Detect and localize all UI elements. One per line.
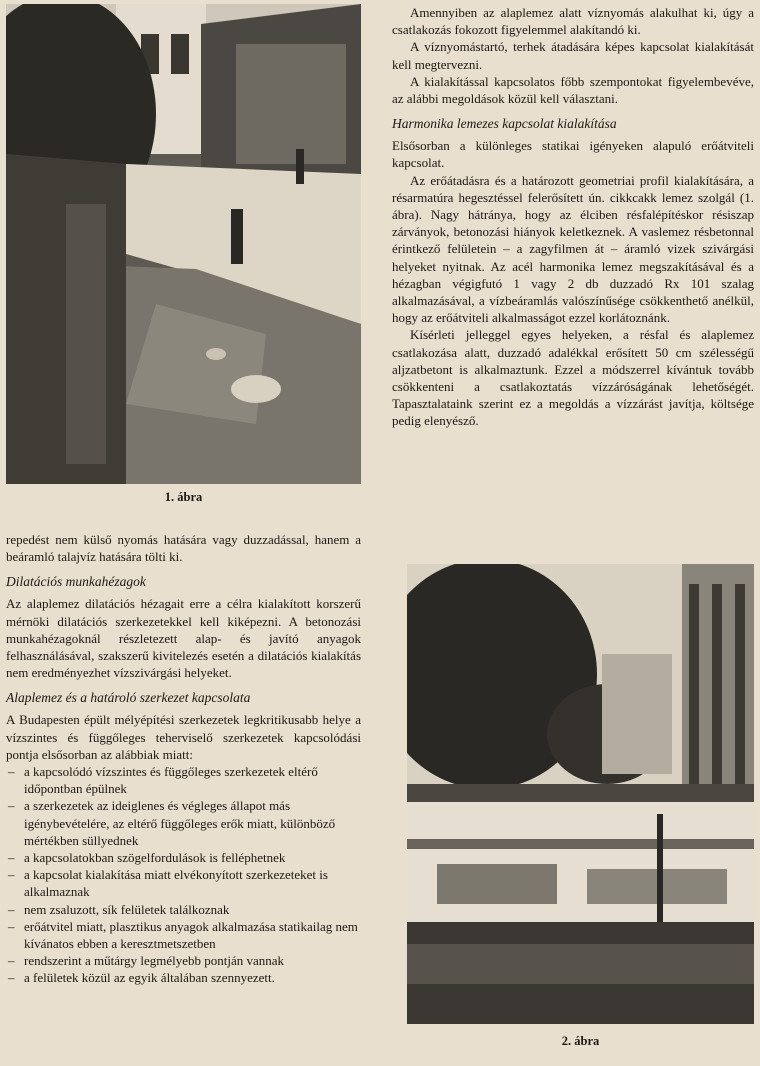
foundation-wall-photo [407, 564, 754, 1024]
section-heading: Harmonika lemezes kapcsolat kialakítása [392, 116, 617, 132]
paragraph: Elsősorban a különleges statikai igényeken alapuló erőátviteli kapcsolat. [392, 138, 754, 171]
construction-site-photo [6, 4, 361, 484]
paragraph: A Budapesten épült mélyépítési szerkezetek legkritikusabb helye a vízszintes és függőleges teherviselő szerkezetek kapcsolódási pontja elsősorban az alábbiak miatt: [6, 712, 361, 762]
left-column [6, 4, 361, 987]
list-item: – erőátvitel miatt, plasztikus anyagok alkalmazása statikailag nem kívánatos ebben a keresztmetszetben [6, 918, 361, 952]
section-heading: Alaplemez és a határoló szerkezet kapcsolata [6, 690, 251, 706]
right-column [392, 4, 754, 1048]
list-item: – a kapcsolódó vízszintes és függőleges szerkezetek eltérő időpontban épülnek [6, 763, 361, 797]
list-item: – nem zsaluzott, sík felületek találkoznak [6, 901, 361, 918]
paragraph: A víznyomástartó, terhek átadására képes kapcsolat kialakítását kell megtervezni. [392, 39, 754, 72]
list-item: – a kapcsolat kialakítása miatt elvékonyított szerkezeteket is alkalmaznak [6, 866, 361, 900]
paragraph: Kísérleti jelleggel egyes helyeken, a résfal és alaplemez csatlakozása alatt, duzzadó adalékkal erősített 50 cm szélességű aljzatbetont is alkalmaztunk. Ezzel a módszerrel kívántuk tovább csökkenteni a csatlakoztatás vízzáróságának lehetőségét. Tapasztalataink szerint ez a megoldás a vízzárást javítja, költsége pedig elenyésző. [392, 327, 754, 429]
figure-2-caption: 2. ábra [561, 1034, 600, 1048]
paragraph: A kialakítással kapcsolatos főbb szempontokat figyelembevéve, az alábbi megoldások közül kell választani. [392, 73, 754, 107]
bullet-list [6, 763, 361, 987]
list-item: – a felületek közül az egyik általában szennyezett. [6, 969, 361, 986]
paragraph: repedést nem külső nyomás hatására vagy duzzadással, hanem a beáramló talajvíz hatására tölti ki. [6, 532, 361, 565]
figure-1-photo [6, 4, 361, 484]
section-heading: Dilatációs munkahézagok [6, 574, 146, 590]
figure-1-caption: 1. ábra [164, 490, 203, 504]
paragraph: Az alaplemez dilatációs hézagait erre a célra kialakított korszerű mérnöki dilatációs szerkezetekkel kell kiképezni. A betonozási munkahézagoknál részletezett alap- és javító anyagok felhasználásával, szakszerű kivitelezés esetén a dilatációs kialakítás nem eredményezhet vízszivárgási helyeket. [6, 596, 361, 681]
list-item: – a kapcsolatokban szögelfordulások is felléphetnek [6, 849, 361, 866]
paragraph: Amennyiben az alaplemez alatt víznyomás alakulhat ki, úgy a csatlakozás fokozott figyelemmel alakítandó ki. [392, 5, 754, 38]
list-item: – rendszerint a műtárgy legmélyebb pontján vannak [6, 952, 361, 969]
figure-2-photo [407, 564, 754, 1024]
list-item: – a szerkezetek az ideiglenes és végleges állapot más igénybevételére, az eltérő függőleges erők miatt, különböző mértékben süllyednek [6, 797, 361, 849]
paragraph: Az erőátadásra és a határozott geometriai profil kialakítására, a résarmatúra hegesztéssel felerősített ún. cikkcakk lemez szolgál (1. ábra). Nagy hátránya, hogy az élciben résfalépítéskor résiszap zárványok, betonozási hiányok keletkeznek. A vaslemez résbetonnal érintkező felületein – a zagyfilmen át – áramló vizek szivárgási helyeket nyitnak. Az acél harmonika lemez megszakításával és a hézagban végigfutó 1 vagy 2 db duzzadó Rx 101 szalag alkalmazásával, a vízbeáramlás valószínűsége csökkenthető anélkül, hogy az erőátviteli alkalmasságot ezzel korlátoznánk. [392, 172, 754, 326]
